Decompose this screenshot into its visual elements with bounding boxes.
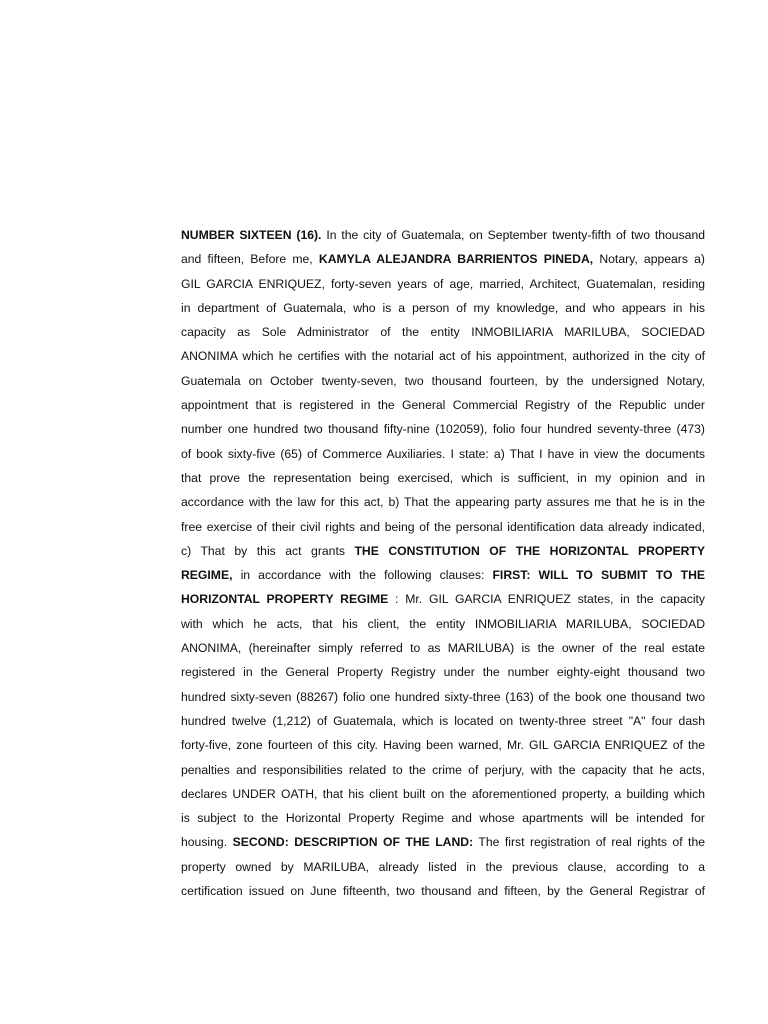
text-segment: property owned by MARILUBA, already listed in the previous clause, according to a bbox=[181, 859, 705, 874]
bold-text-segment: HORIZONTAL PROPERTY REGIME bbox=[181, 592, 389, 607]
text-segment: certification issued on June fifteenth, two thousand and fifteen, by the General Registrar of bbox=[181, 884, 705, 899]
text-segment: ANONIMA, (hereinafter simply referred to as MARILUBA) is the owner of the real estate bbox=[181, 641, 705, 656]
text-line bbox=[181, 223, 705, 247]
text-line bbox=[181, 782, 705, 806]
text-line bbox=[181, 247, 705, 271]
text-line bbox=[181, 855, 705, 879]
text-line bbox=[181, 879, 705, 903]
bold-text-segment: KAMYLA ALEJANDRA BARRIENTOS PINEDA, bbox=[318, 252, 594, 267]
text-segment: free exercise of their civil rights and being of the personal identification data already indicated, bbox=[181, 519, 705, 534]
text-segment: declares UNDER OATH, that his client built on the aforementioned property, a building which bbox=[181, 786, 705, 801]
text-line bbox=[181, 320, 705, 344]
text-segment: number one hundred two thousand fifty-nine (102059), folio four hundred seventy-three (473) bbox=[181, 422, 705, 437]
text-line bbox=[181, 587, 705, 611]
bold-text-segment: REGIME, bbox=[181, 568, 233, 583]
text-line bbox=[181, 709, 705, 733]
text-line bbox=[181, 490, 705, 514]
bold-text-segment: NUMBER SIXTEEN (16). bbox=[181, 228, 322, 242]
text-line bbox=[181, 685, 705, 709]
text-segment: in department of Guatemala, who is a person of my knowledge, and who appears in his bbox=[181, 300, 705, 315]
notarial-deed-text bbox=[181, 223, 705, 903]
text-segment: with which he acts, that his client, the entity INMOBILIARIA MARILUBA, SOCIEDAD bbox=[181, 616, 705, 631]
text-segment: forty-five, zone fourteen of this city. Having been warned, Mr. GIL GARCIA ENRIQUEZ of the bbox=[181, 738, 705, 753]
text-segment: is subject to the Horizontal Property Regime and whose apartments will be intended for bbox=[181, 811, 705, 826]
text-line bbox=[181, 612, 705, 636]
text-line bbox=[181, 636, 705, 660]
text-segment: Guatemala on October twenty-seven, two thousand fourteen, by the undersigned Notary, bbox=[181, 373, 705, 388]
text-segment: appointment that is registered in the General Commercial Registry of the Republic under bbox=[181, 398, 705, 413]
text-segment: : Mr. GIL GARCIA ENRIQUEZ states, in the capacity bbox=[388, 592, 706, 607]
text-line bbox=[181, 344, 705, 368]
text-line bbox=[181, 466, 705, 490]
text-line bbox=[181, 442, 705, 466]
bold-text-segment: SECOND: DESCRIPTION OF THE LAND: bbox=[232, 835, 474, 850]
bold-text-segment: FIRST: WILL TO SUBMIT TO THE bbox=[492, 568, 705, 583]
text-segment: ANONIMA which he certifies with the notarial act of his appointment, authorized in the city of bbox=[181, 349, 705, 364]
text-segment: housing. bbox=[181, 835, 233, 850]
text-line bbox=[181, 733, 705, 757]
text-line bbox=[181, 806, 705, 830]
bold-text-segment: THE CONSTITUTION OF THE HORIZONTAL PROPERTY bbox=[354, 543, 705, 558]
text-segment: Notary, appears a) bbox=[593, 252, 705, 267]
text-segment: in accordance with the following clauses: bbox=[232, 568, 493, 583]
text-line bbox=[181, 417, 705, 441]
text-segment: of book sixty-five (65) of Commerce Auxiliaries. I state: a) That I have in view the documents bbox=[181, 446, 705, 461]
text-line bbox=[181, 369, 705, 393]
text-segment: penalties and responsibilities related to the crime of perjury, with the capacity that he acts, bbox=[181, 762, 705, 777]
text-line bbox=[181, 272, 705, 296]
text-segment: and fifteen, Before me, bbox=[181, 252, 319, 267]
text-segment: In the city of Guatemala, on September twenty-fifth of two thousand bbox=[321, 228, 705, 242]
text-segment: GIL GARCIA ENRIQUEZ, forty-seven years of age, married, Architect, Guatemalan, residing bbox=[181, 276, 705, 291]
text-line bbox=[181, 830, 705, 854]
text-segment: The first registration of real rights of the bbox=[473, 835, 705, 850]
text-line bbox=[181, 660, 705, 684]
text-segment: that prove the representation being exercised, which is sufficient, in my opinion and in bbox=[181, 470, 705, 485]
text-segment: capacity as Sole Administrator of the entity INMOBILIARIA MARILUBA, SOCIEDAD bbox=[181, 325, 705, 340]
text-segment: hundred sixty-seven (88267) folio one hundred sixty-three (163) of the book one thousand two bbox=[181, 689, 705, 704]
text-line bbox=[181, 515, 705, 539]
text-line bbox=[181, 758, 705, 782]
text-line bbox=[181, 296, 705, 320]
text-line bbox=[181, 393, 705, 417]
text-segment: accordance with the law for this act, b) That the appearing party assures me that he is in the bbox=[181, 495, 705, 510]
text-line bbox=[181, 563, 705, 587]
text-segment: registered in the General Property Registry under the number eighty-eight thousand two bbox=[181, 665, 705, 680]
text-segment: c) That by this act grants bbox=[181, 543, 355, 558]
text-line bbox=[181, 539, 705, 563]
text-segment: hundred twelve (1,212) of Guatemala, which is located on twenty-three street "A" four dash bbox=[181, 713, 705, 728]
